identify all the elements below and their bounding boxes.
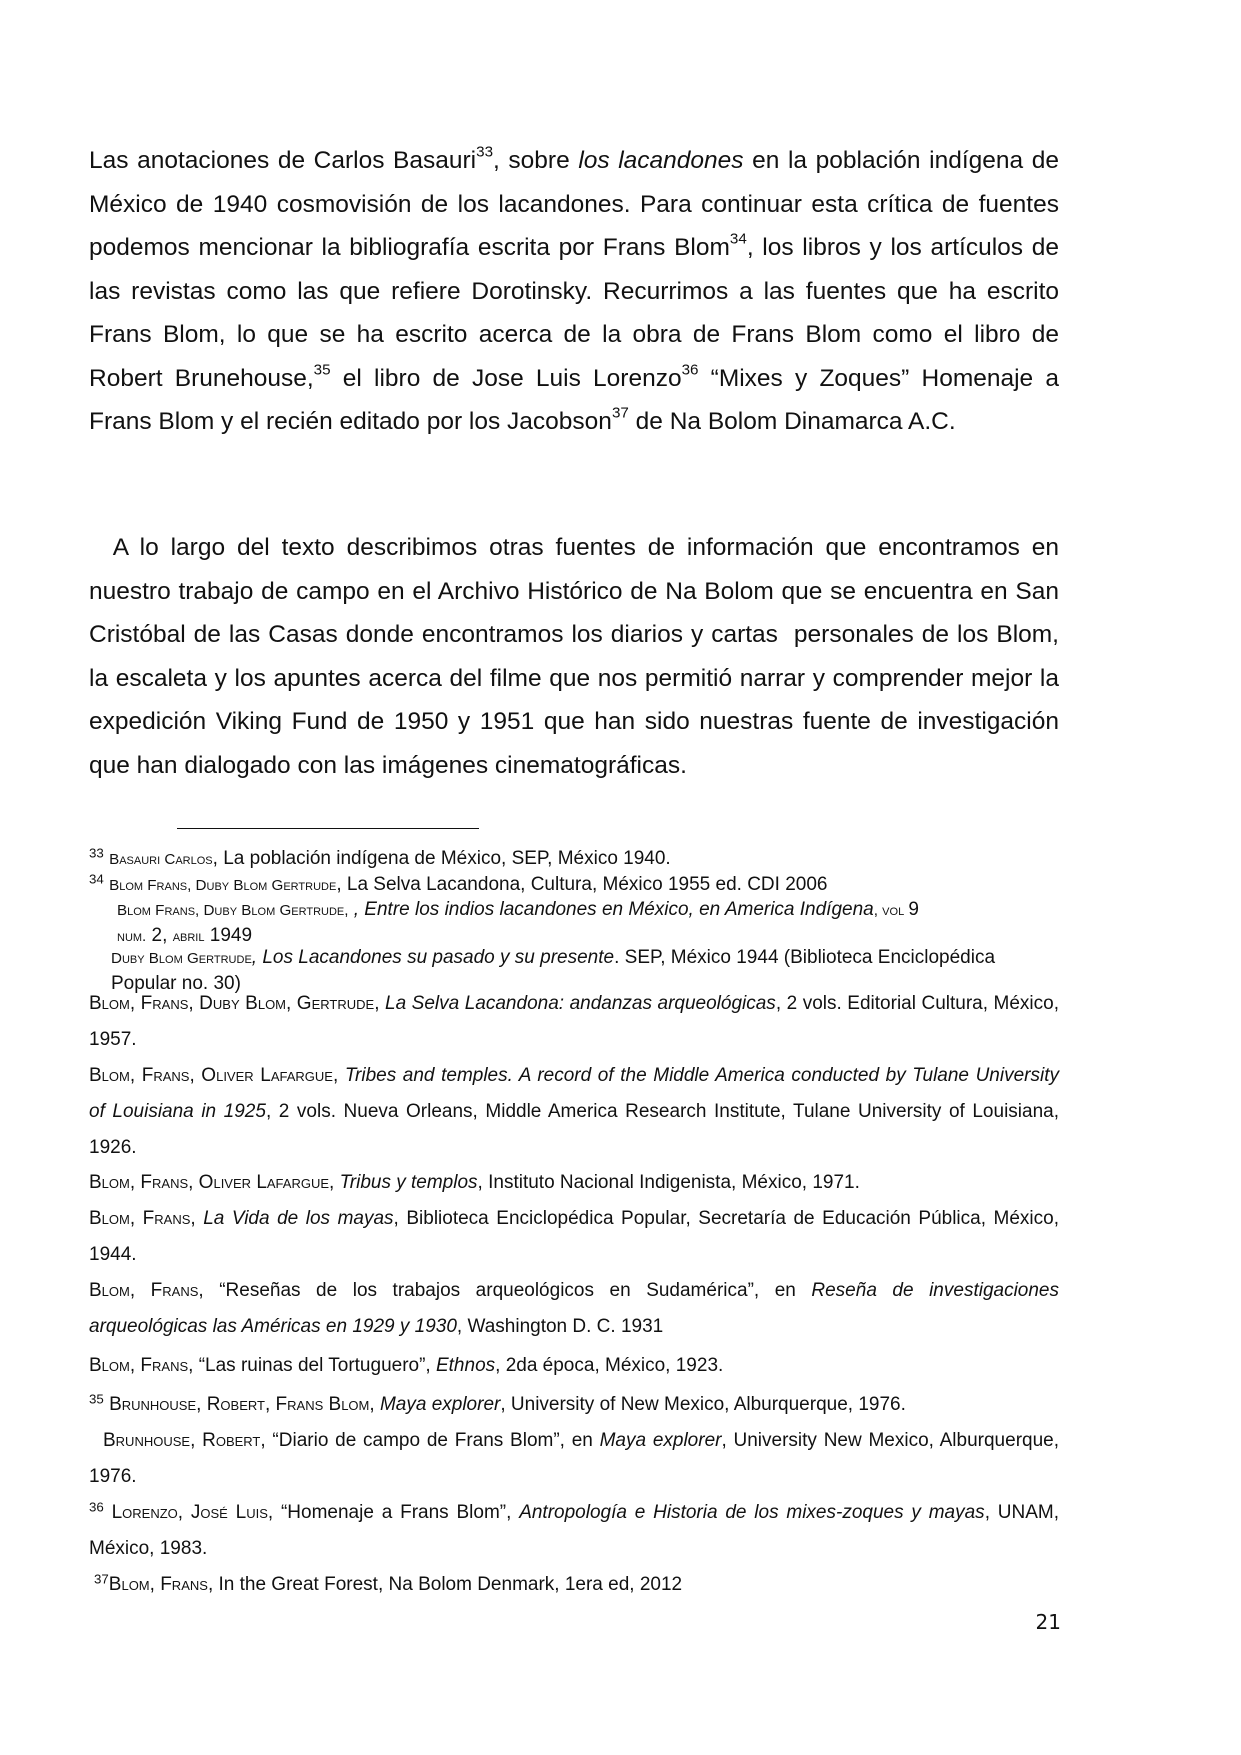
- footnote-ref-34[interactable]: 34: [729, 230, 747, 248]
- footnote-33: $^{33}$ Basauri Carlos, La población indígena de México, SEP, México 1940.: [89, 845, 671, 869]
- body-paragraph-2: A lo largo del texto describimos otras fuentes de información que encontramos en nuestro trabajo de campo en el Archivo Histórico de Na Bolom que se encuentra en San Cristóbal de las Casas donde encontramos los diarios y cartas personales de los Blom, la escaleta y los apuntes acerca del filme que nos permitió narrar y comprender mejor la expedición Viking Fund de 1950 y 1951 que han sido nuestras fuente de investigación que han dialogado con las imágenes cinematográficas.: [89, 534, 1073, 779]
- footnote-ref-35[interactable]: 35: [313, 361, 331, 379]
- footnote-35: $^{35}$ Brunhouse, Robert, Frans Blom, Maya explorer, University of New Mexico, Alburquerque, 1976.: [89, 1391, 906, 1415]
- footnote-37: $^{37}$Blom, Frans, In the Great Forest, Na Bolom Denmark, 1era ed, 2012: [94, 1571, 683, 1595]
- footnote-36: $^{36}$ Lorenzo, José Luis, “Homenaje a Frans Blom”, Antropología e Historia de los mixes-zoques y mayas, UNAM, México, 1983.: [89, 1499, 1059, 1559]
- page-number: 21: [1035, 1610, 1061, 1634]
- footnote-34: $^{34}$ Blom Frans, Duby Blom Gertrude, La Selva Lacandona, Cultura, México 1955 ed. CDI 2006: [89, 871, 828, 895]
- bibliography-entry-4: Blom, Frans, La Vida de los mayas, Biblioteca Enciclopédica Popular, Secretaría de Educación Pública, México, 1944.: [89, 1208, 1059, 1265]
- bibliography-entry-3: Blom, Frans, Oliver Lafargue, Tribus y templos, Instituto Nacional Indigenista, México, 1971.: [89, 1172, 860, 1193]
- bibliography-entry-1: Blom, Frans, Duby Blom, Gertrude, La Selva Lacandona: andanzas arqueológicas, 2 vols. Editorial Cultura, México, 1957.: [89, 993, 1059, 1050]
- bibliography-entry-2: Blom, Frans, Oliver Lafargue, Tribes and temples. A record of the Middle America conducted by Tulane University of Louisiana in 1925, 2 vols. Nueva Orleans, Middle America Research Institute, Tulane University of Louisiana, 1926.: [89, 1065, 1059, 1158]
- footnote-ref-36[interactable]: 36: [681, 361, 699, 379]
- bibliography-entry-5: Blom, Frans, “Reseñas de los trabajos arqueológicos en Sudamérica”, en Reseña de investigaciones arqueológicas las Américas en 1929 y 1930, Washington D. C. 1931: [89, 1280, 1059, 1337]
- footnote-ref-33[interactable]: 33: [476, 143, 494, 161]
- footnote-ref-37[interactable]: 37: [611, 404, 629, 422]
- bibliography-entry-6: Blom, Frans, “Las ruinas del Tortuguero”, Ethnos, 2da época, México, 1923.: [89, 1355, 724, 1376]
- footnote-divider: [177, 828, 479, 829]
- footnote-34-entry-3: Duby Blom Gertrude, Los Lacandones su pasado y su presente. SEP, México 1944 (Biblioteca Enciclopédica Popular no. 30): [111, 947, 996, 994]
- body-paragraph-1: Las anotaciones de Carlos Basauri$^{33}$, sobre los lacandones en la población indígena de México de 1940 cosmovisión de los lacandones. Para continuar esta crítica de fuentes podemos mencionar la bibliografía escrita por Frans Blom$^{34}$, los libros y los artículos de las revistas como las que refiere Dorotinsky. Recurrimos a las fuentes que ha escrito Frans Blom, lo que se ha escrito acerca de la obra de Frans Blom como el libro de Robert Brunehouse,$^{35}$ el libro de Jose Luis Lorenzo$^{36}$ “Mixes y Zoques” Homenaje a Frans Blom y el recién editado por los Jacobson$^{37}$ de Na Bolom Dinamarca A.C.: [89, 143, 1059, 435]
- footnote-35-entry-2: Brunhouse, Robert, “Diario de campo de Frans Blom”, en Maya explorer, University New Mexico, Alburquerque, 1976.: [89, 1430, 1059, 1487]
- footnote-34-entry-2: Blom Frans, Duby Blom Gertrude, , Entre los indios lacandones en México, en America Indígena, vol 9 num. 2, abril 1949: [117, 899, 919, 946]
